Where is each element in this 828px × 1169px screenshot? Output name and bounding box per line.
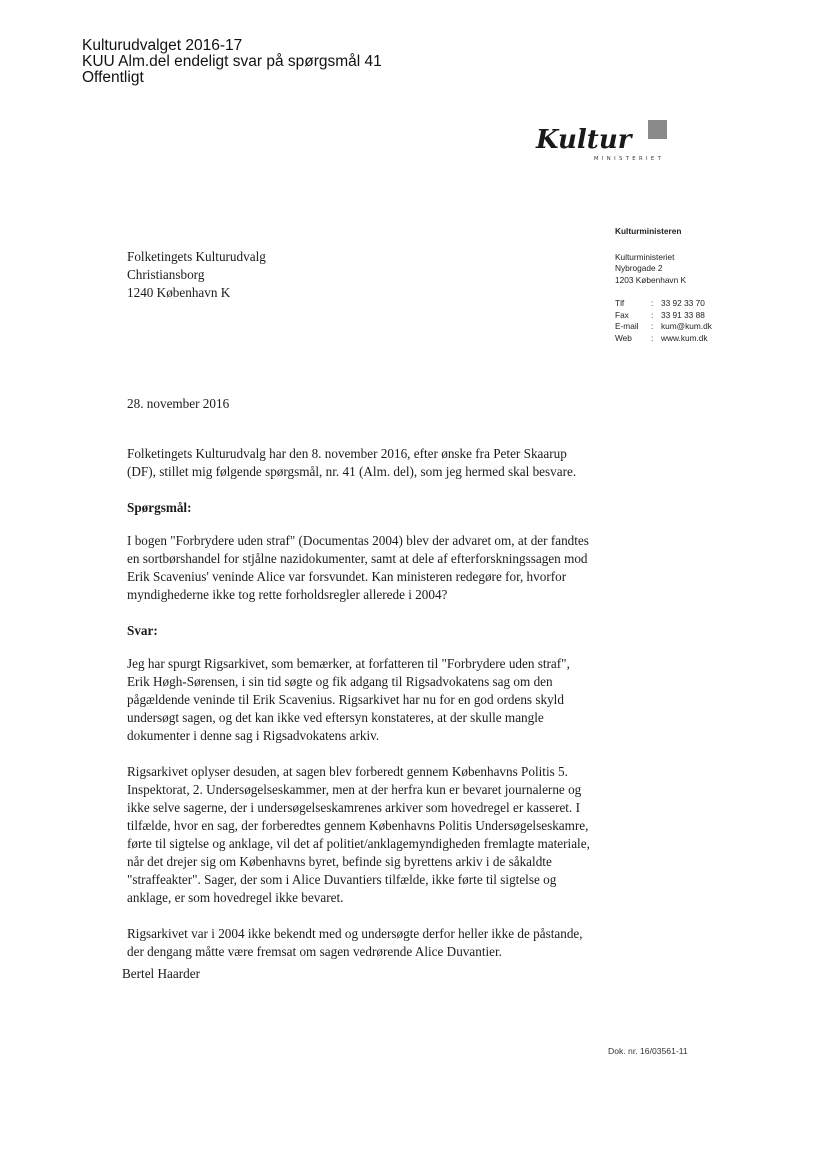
- contact-value: 33 91 33 88: [661, 309, 705, 320]
- sender-contacts: [615, 298, 712, 344]
- answer-paragraph-1: [127, 655, 627, 745]
- letter-date: 28. november 2016: [127, 396, 230, 411]
- recipient-line: 1240 København K: [127, 285, 231, 300]
- letter-body: [127, 445, 627, 979]
- sender-title: Kulturministeren: [615, 226, 682, 236]
- contact-label: E-mail: [615, 321, 639, 331]
- text-line: dokumenter i denne sag i Rigsadvokatens arkiv.: [127, 728, 380, 743]
- kulturministeriet-logo: [534, 118, 704, 164]
- logo-square: [648, 120, 667, 139]
- text-line: Erik Scavenius' veninde Alice var forsvundet. Kan ministeren redegøre for, hvorfor: [127, 569, 567, 584]
- sender-block: [615, 226, 712, 344]
- stamp-reference: KUU Alm.del endeligt svar på spørgsmål 41: [82, 53, 382, 70]
- contact-row-email: E-mail : kum@kum.dk: [615, 321, 712, 331]
- stamp-committee: Kulturudvalget 2016-17: [82, 37, 243, 54]
- answer-paragraph-2: [127, 763, 627, 907]
- recipient-line: Folketingets Kulturudvalg: [127, 249, 266, 264]
- text-line: når det drejer sig om Københavns byret, befinde sig byrettens arkiv i de såkaldte: [127, 854, 552, 869]
- recipient-line: Christiansborg: [127, 267, 205, 282]
- doc-nr-value: 16/03561-11: [640, 1046, 688, 1056]
- text-line: der dengang måtte være fremsat om sagen vedrørende Alice Duvantier.: [127, 944, 502, 959]
- contact-row-web: Web : www.kum.dk: [615, 332, 708, 343]
- text-line: tilfælde, hvor en sag, der forberedtes gennem Københavns Politis Undersøgelseskamre,: [127, 818, 589, 833]
- text-line: en sortbørshandel for stjålne nazidokumenter, samt at dele af efterforskningssagen mod: [127, 551, 588, 566]
- text-line: "straffeakter". Sager, der som i Alice Duvantiers tilfælde, ikke førte til sigtelse og: [127, 872, 557, 887]
- text-line: ikke selve sagerne, der i undersøgelseskamrenes arkiver som hovedregel er kasseret. I: [127, 800, 580, 815]
- text-line: Jeg har spurgt Rigsarkivet, som bemærker, at forfatteren til "Forbrydere uden straf",: [127, 656, 570, 671]
- document-stamp: [82, 38, 382, 86]
- contact-value: 33 92 33 70: [661, 298, 705, 308]
- text-line: Rigsarkivet oplyser desuden, at sagen blev forberedt gennem Københavns Politis 5.: [127, 764, 568, 779]
- contact-label: Fax: [615, 309, 629, 320]
- text-line: anklage, er som hovedregel ikke bevaret.: [127, 890, 344, 905]
- contact-label: Tlf: [615, 298, 625, 308]
- sender-address-line: 1203 København K: [615, 274, 687, 285]
- text-line: pågældende veninde til Erik Scavenius. Rigsarkivet har nu for en god ordens skyld: [127, 692, 564, 707]
- contact-row-phone: Tlf : 33 92 33 70: [615, 298, 705, 308]
- question-paragraph: [127, 532, 627, 604]
- contact-row-fax: Fax : 33 91 33 88: [615, 309, 705, 320]
- doc-nr-label: Dok. nr.: [608, 1046, 638, 1056]
- text-line: undersøgt sagen, og det kan ikke ved eftersyn konstateres, at der skulle mangle: [127, 710, 544, 725]
- intro-paragraph: [127, 445, 627, 481]
- contact-label: Web: [615, 332, 632, 343]
- signature-name: Bertel Haarder: [122, 966, 200, 981]
- sender-address-line: Nybrogade 2: [615, 263, 663, 273]
- text-line: Erik Høgh-Sørensen, i sin tid søgte og fik adgang til Rigsadvokatens sag om den: [127, 674, 553, 689]
- text-line: Folketingets Kulturudvalg har den 8. november 2016, efter ønske fra Peter Skaarup: [127, 446, 567, 461]
- text-line: myndighederne ikke tog rette forholdsregler allerede i 2004?: [127, 587, 448, 602]
- text-line: førte til sigtelse og anklage, vil det af politiet/anklagemyndigheden fremlagte materiale,: [127, 836, 590, 851]
- logo-subtext: MINISTERIET: [594, 156, 665, 162]
- answer-paragraph-3: [127, 925, 627, 961]
- contact-value: www.kum.dk: [661, 332, 708, 343]
- stamp-status: Offentligt: [82, 69, 144, 86]
- contact-value: kum@kum.dk: [661, 321, 712, 331]
- text-line: (DF), stillet mig følgende spørgsmål, nr. 41 (Alm. del), som jeg hermed skal besvare.: [127, 464, 577, 479]
- recipient-address: [127, 248, 266, 302]
- question-heading: Spørgsmål:: [127, 500, 192, 515]
- text-line: Rigsarkivet var i 2004 ikke bekendt med og undersøgte derfor heller ikke de påstande,: [127, 926, 583, 941]
- sender-address-line: Kulturministeriet: [615, 251, 675, 262]
- text-line: I bogen "Forbrydere uden straf" (Documentas 2004) blev der advaret om, at der fandtes: [127, 533, 589, 548]
- document-number: [608, 1046, 688, 1056]
- sender-address: [615, 252, 712, 287]
- logo-wordmark: Kultur: [536, 125, 632, 155]
- answer-heading: Svar:: [127, 623, 158, 638]
- text-line: Inspektorat, 2. Undersøgelseskammer, men at der herfra kun er bevaret journalerne og: [127, 782, 582, 797]
